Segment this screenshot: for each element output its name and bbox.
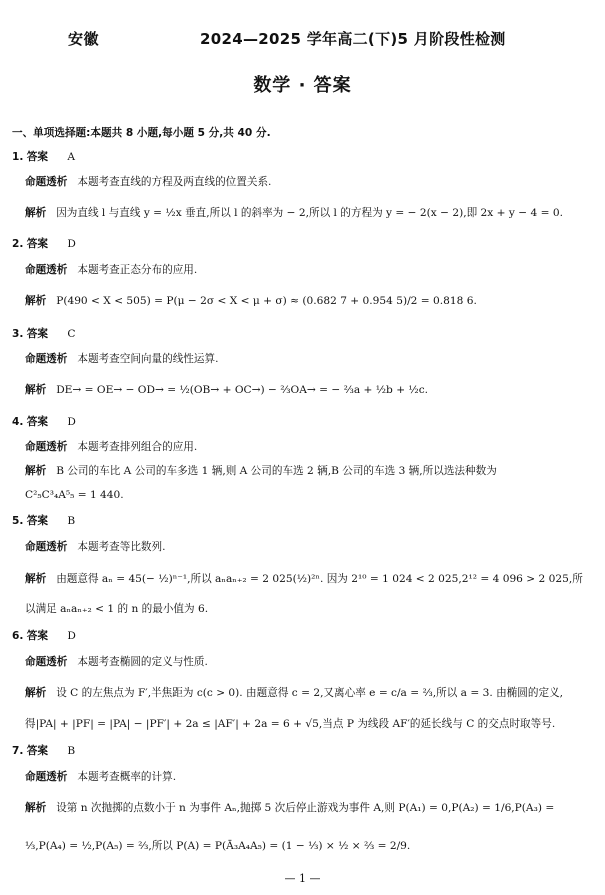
question-3-analysis [25,383,428,397]
answer-label: 答案 [26,416,48,428]
intent-text: 本题考查排列组合的应用. [77,441,198,453]
analysis-text: 设第 n 次抛掷的点数小于 n 为事件 Aₙ,抛掷 5 次后停止游戏为事件 A,则 P(A₁) = 0,P(A₂) = 1/6,P(A₃) = [56,802,555,814]
analysis-text: DE→ = OE→ − OD→ = ½(OB→ + OC→) − ⅔OA→ = − ⅔a + ½b + ½c. [56,384,429,396]
analysis-label: 解析 [25,207,47,219]
analysis-text: 因为直线 l 与直线 y = ½x 垂直,所以 l 的斜率为 − 2,所以 l 的方程为 y = − 2(x − 2),即 2x + y − 4 = 0. [56,207,563,219]
analysis-label: 解析 [25,384,47,396]
question-7-analysis-cont: ⅓,P(A₄) = ½,P(A₅) = ⅔,所以 P(A) = P(Ā₃A₄A₅) = (1 − ⅓) × ½ × ⅔ = 2/9. [25,840,411,852]
question-5-intent [25,540,166,554]
analysis-label: 解析 [25,465,47,477]
question-1-analysis [25,206,563,220]
subject-title: 数学 · 答案 [253,75,352,96]
question-6-answer-line [12,629,76,643]
intent-label: 命题透析 [25,353,68,365]
header-region: 安徽 [68,30,100,48]
section-heading: 一、单项选择题:本题共 8 小题,每小题 5 分,共 40 分. [12,127,271,139]
question-number: 1. [12,151,24,163]
question-number: 4. [12,416,24,428]
question-6-intent [25,655,208,669]
question-6-analysis-cont: 得|PA| + |PF| = |PA| − |PF′| + 2a ≤ |AF′| + 2a = 6 + √5,当点 P 为线段 AF′的延长线与 C 的交点时取等号. [25,718,556,730]
question-4-answer-line [12,415,76,429]
question-number: 6. [12,630,24,642]
answer-label: 答案 [26,515,48,527]
intent-label: 命题透析 [25,176,68,188]
question-7-intent [25,770,176,784]
answer-value: C [67,328,76,340]
intent-label: 命题透析 [25,264,68,276]
intent-text: 本题考查直线的方程及两直线的位置关系. [77,176,272,188]
question-3-intent [25,352,218,366]
intent-text: 本题考查等比数列. [77,541,166,553]
page-number: — 1 — [284,872,321,885]
analysis-text: 由题意得 aₙ = 45(− ½)ⁿ⁻¹,所以 aₙaₙ₊₂ = 2 025(½)²ⁿ. 因为 2¹⁰ = 1 024 < 2 025,2¹² = 4 096 > 2 025,所 [56,573,583,585]
question-number: 3. [12,328,24,340]
analysis-text: 设 C 的左焦点为 F′,半焦距为 c(c > 0). 由题意得 c = 2,又离心率 e = c/a = ⅔,所以 a = 3. 由椭圆的定义, [56,687,564,699]
question-1-intent [25,175,271,189]
question-6-analysis [25,686,563,700]
analysis-label: 解析 [25,687,47,699]
question-7-answer-line [12,744,75,758]
question-5-analysis-cont: 以满足 aₙaₙ₊₂ < 1 的 n 的最小值为 6. [25,603,209,615]
question-2-analysis [25,294,477,308]
answer-value: D [67,630,76,642]
analysis-label: 解析 [25,573,47,585]
answer-value: B [67,745,76,757]
answer-label: 答案 [26,238,48,250]
answer-label: 答案 [26,630,48,642]
answer-value: A [67,151,75,163]
answer-value: D [67,416,76,428]
intent-label: 命题透析 [25,771,68,783]
question-number: 5. [12,515,24,527]
question-7-analysis [25,801,554,815]
answer-label: 答案 [26,328,48,340]
question-1-answer-line [12,150,75,164]
answer-label: 答案 [26,745,48,757]
answer-label: 答案 [26,151,48,163]
intent-label: 命题透析 [25,441,68,453]
intent-label: 命题透析 [25,656,68,668]
question-2-intent [25,263,197,277]
question-number: 7. [12,745,24,757]
question-number: 2. [12,238,24,250]
question-5-analysis [25,572,583,586]
analysis-label: 解析 [25,802,47,814]
question-5-answer-line [12,514,75,528]
analysis-text: P(490 < X < 505) = P(μ − 2σ < X < μ + σ) ≈ (0.682 7 + 0.954 5)/2 = 0.818 6. [56,295,477,307]
answer-value: D [67,238,76,250]
question-3-answer-line [12,327,75,341]
intent-text: 本题考查概率的计算. [77,771,177,783]
question-4-analysis [25,464,497,478]
intent-text: 本题考查空间向量的线性运算. [77,353,219,365]
intent-text: 本题考查正态分布的应用. [77,264,198,276]
question-2-answer-line [12,237,76,251]
question-4-analysis-cont: C²₅C³₄A⁵₅ = 1 440. [25,489,124,501]
analysis-text: B 公司的车比 A 公司的车多选 1 辆,则 A 公司的车选 2 辆,B 公司的车选 3 辆,所以选法种数为 [56,465,497,477]
intent-text: 本题考查椭圆的定义与性质. [77,656,208,668]
header-title: 2024—2025 学年高二(下)5 月阶段性检测 [200,30,506,48]
question-4-intent [25,440,197,454]
intent-label: 命题透析 [25,541,68,553]
analysis-label: 解析 [25,295,47,307]
answer-value: B [67,515,76,527]
